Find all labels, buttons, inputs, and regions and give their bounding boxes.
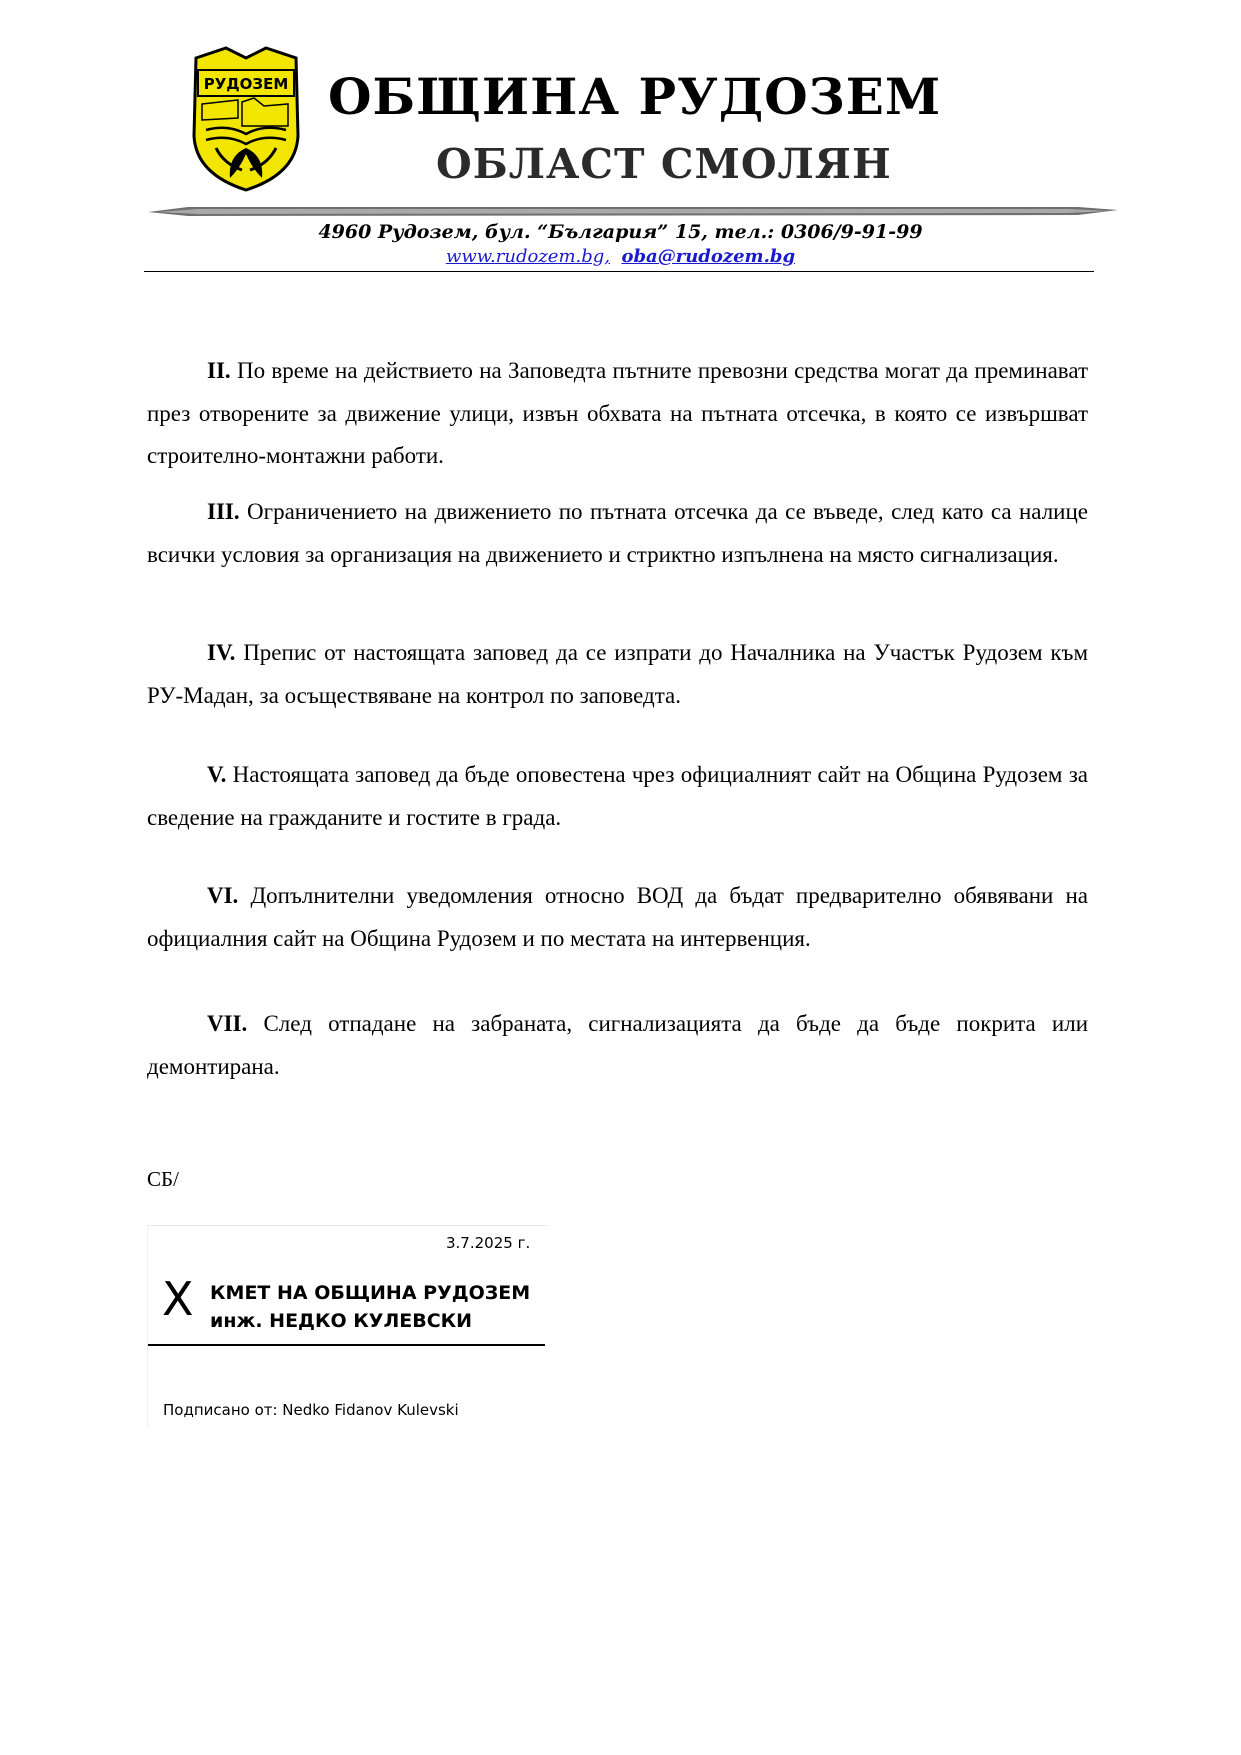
- paragraph-number: III.: [207, 499, 240, 524]
- signature-mark: X: [162, 1272, 194, 1326]
- logo-text: РУДОЗЕМ: [203, 75, 289, 93]
- paragraph-number: V.: [207, 762, 227, 787]
- paragraph-text: Препис от настоящата заповед да се изпрати до Началника на Участък Рудозем към РУ-Мадан, за осъществяване на контрол по заповедта.: [147, 640, 1088, 708]
- digital-signature-block: [147, 1225, 548, 1426]
- paragraph-number: VI.: [207, 883, 239, 908]
- paragraph-number: IV.: [207, 640, 236, 665]
- paragraph-text: По време на действието на Заповедта пътните превозни средства могат да преминават през отворените за движение улици, извън обхвата на пътната отсечка, в която се извършват строително-монтажни работи.: [147, 358, 1089, 468]
- signed-by-text: Подписано от: Nedko Fidanov Kulevski: [163, 1401, 459, 1419]
- address-line: 4960 Рудозем, бул. “България” 15, тел.: 0306/9-91-99: [318, 221, 923, 243]
- page-title: ОБЩИНА РУДОЗЕМ: [328, 67, 942, 126]
- paragraph-text: Допълнителни уведомления относно ВОД да бъдат предварително обявявани на официалния сайт на Община Рудозем и по местата на интервенция.: [147, 883, 1088, 951]
- signer-position: КМЕТ НА ОБЩИНА РУДОЗЕМ: [210, 1282, 531, 1304]
- order-paragraph-5: [147, 754, 1088, 839]
- paragraph-text: След отпадане на забраната, сигнализацията да бъде да бъде покрита или демонтирана.: [147, 1011, 1089, 1079]
- paragraph-number: VII.: [207, 1011, 248, 1036]
- header-divider: [148, 204, 1118, 220]
- author-initials: СБ/: [147, 1167, 179, 1191]
- signature-date: 3.7.2025 г.: [446, 1234, 531, 1252]
- order-paragraph-6: [147, 875, 1088, 960]
- contact-links: [0, 246, 1241, 267]
- signer-name: инж. НЕДКО КУЛЕВСКИ: [210, 1310, 473, 1332]
- order-paragraph-3: [147, 491, 1088, 576]
- order-paragraph-4: [147, 632, 1088, 717]
- municipality-logo: [188, 44, 304, 194]
- website-link[interactable]: www.rudozem.bg,: [445, 246, 611, 267]
- email-link[interactable]: oba@rudozem.bg: [621, 246, 796, 267]
- paragraph-text: Настоящата заповед да бъде оповестена чрез официалният сайт на Община Рудозем за сведение на гражданите и гостите в града.: [147, 762, 1088, 830]
- paragraph-text: Ограничението на движението по пътната отсечка да се въведе, след като са налице всички условия за организация на движението и стриктно изпълнена на място сигнализация.: [147, 499, 1089, 567]
- order-paragraph-2: [147, 350, 1088, 478]
- order-paragraph-7: [147, 1003, 1088, 1088]
- signature-line: [148, 1344, 545, 1346]
- header-underline: [144, 271, 1094, 272]
- page-subtitle: ОБЛАСТ СМОЛЯН: [436, 140, 892, 188]
- paragraph-number: II.: [207, 358, 231, 383]
